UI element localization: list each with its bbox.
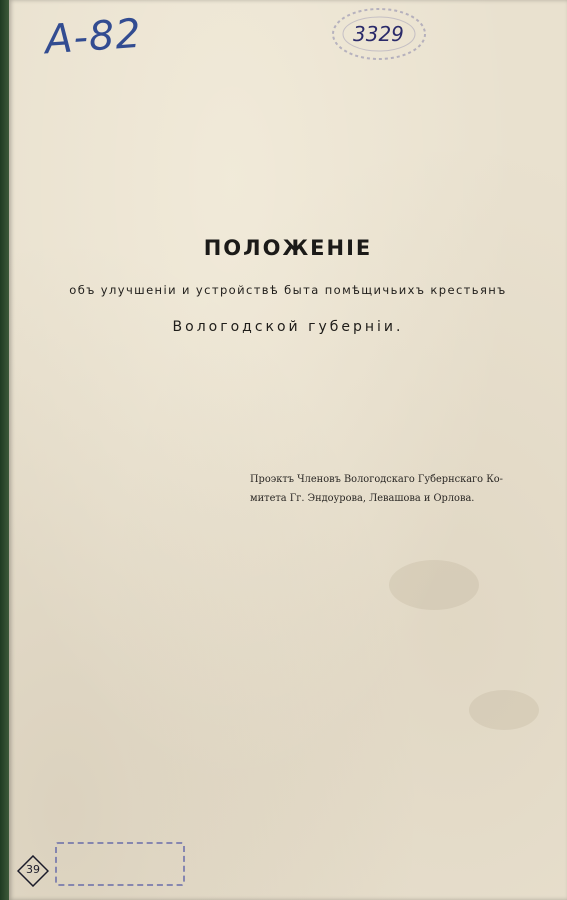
document-title: ПОЛОЖЕНІЕ (203, 236, 373, 260)
document-page (9, 0, 567, 900)
authors-note (250, 470, 503, 508)
paper-stain (469, 690, 539, 730)
document-region: Вологодской губерніи. (172, 319, 404, 335)
page-number: 39 (26, 863, 40, 876)
library-stamp-top (329, 6, 429, 62)
stamp-inventory-number: 3329 (353, 22, 404, 46)
book-spine-edge (0, 0, 9, 900)
authors-note-line: митета Гг. Эндоурова, Левашова и Орлова. (250, 493, 475, 504)
paper-stain (389, 560, 479, 610)
authors-note-line: Проэктъ Членовъ Вологодскаго Губернскаго Ко- (250, 474, 503, 485)
page-number-badge (17, 855, 49, 887)
library-stamp-bottom (55, 842, 185, 886)
handwritten-shelfmark: A-82 (43, 10, 144, 64)
document-subtitle: объ улучшеніи и устройствѣ быта помѣщичьихъ крестьянъ (69, 283, 507, 297)
